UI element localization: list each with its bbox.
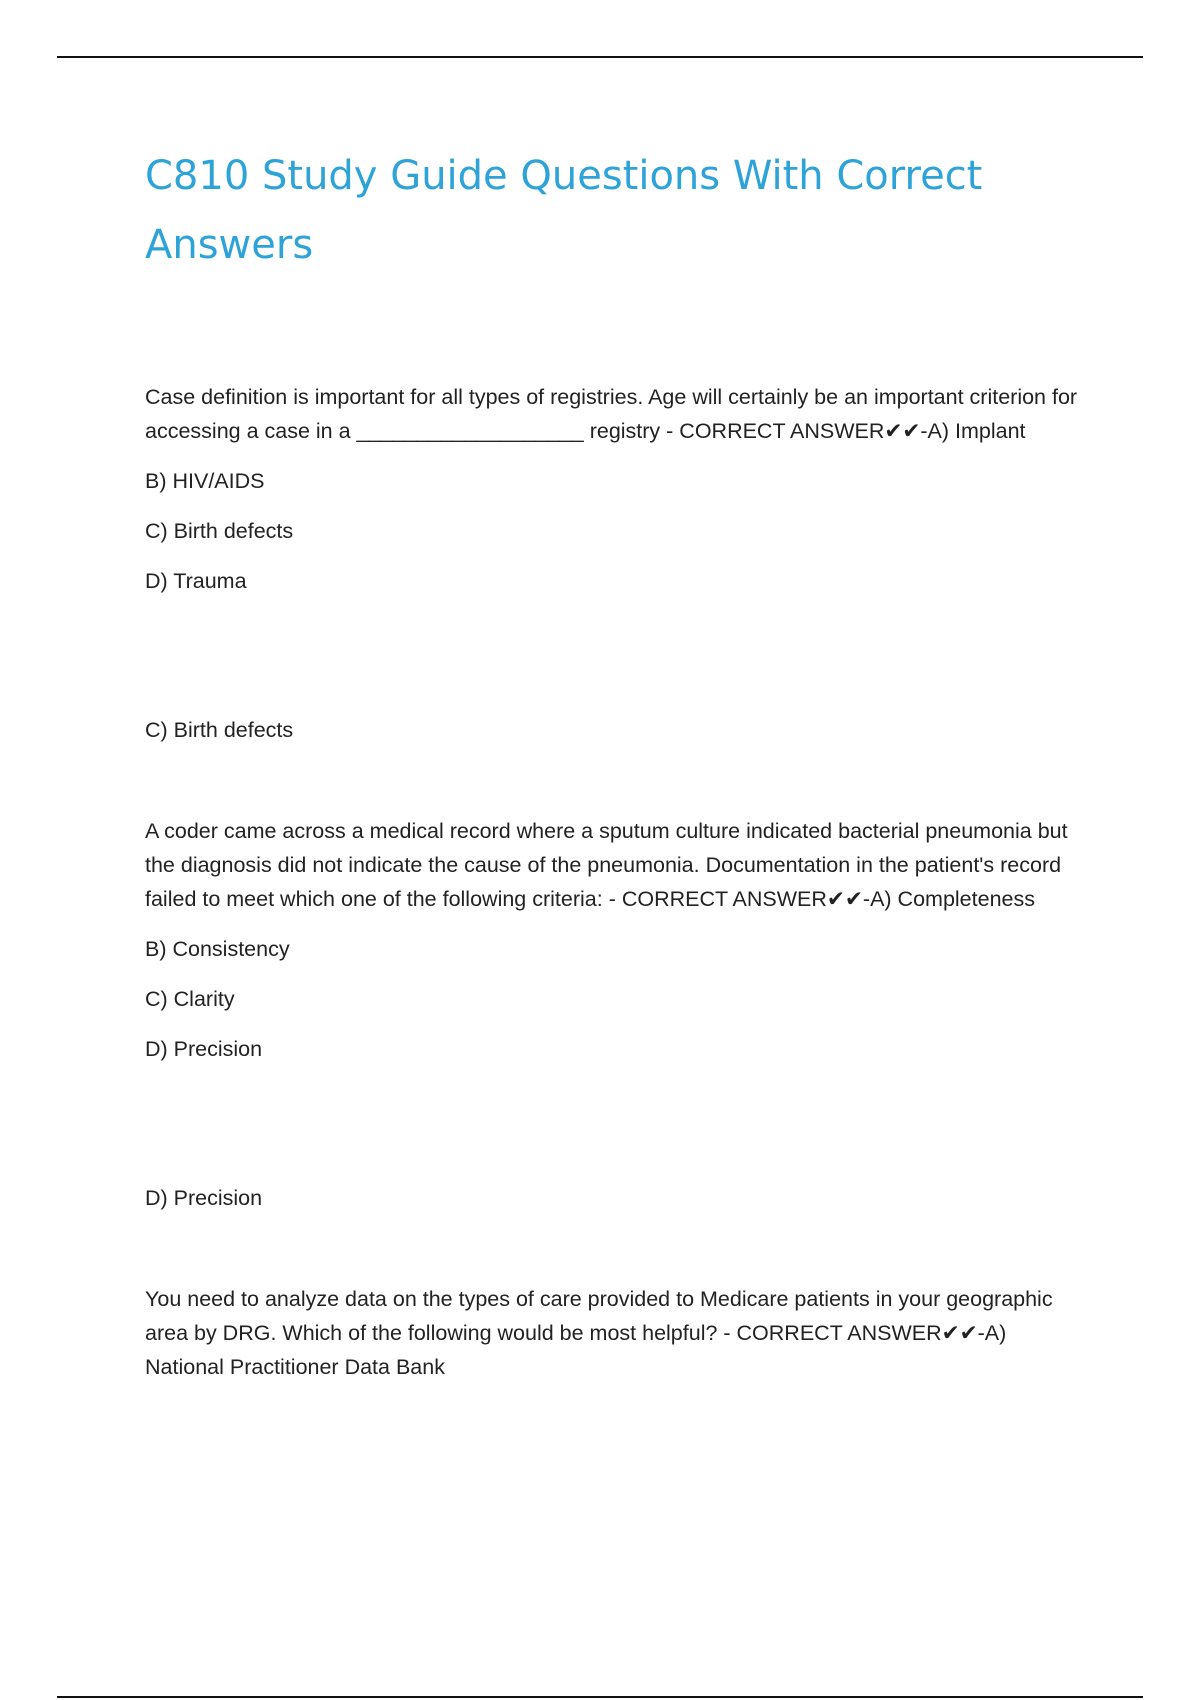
answer-option: D) Trauma <box>145 569 247 593</box>
document-title: C810 Study Guide Questions With Correct Answers <box>145 153 983 268</box>
question-text: Case definition is important for all types of registries. Age will certainly be an important criterion for accessing a case in a ___________________ registry - CORRECT ANSWER✔✔-A) Implant <box>145 385 1078 443</box>
question-block <box>145 814 1090 1215</box>
answer-option: C) Birth defects <box>145 519 294 543</box>
correct-answer: C) Birth defects <box>145 718 294 742</box>
question-block <box>145 380 1090 747</box>
answer-option: B) HIV/AIDS <box>145 469 265 493</box>
bottom-rule <box>57 1696 1143 1698</box>
top-rule <box>57 56 1143 58</box>
question-text: You need to analyze data on the types of care provided to Medicare patients in your geographic area by DRG. Which of the following would be most helpful? - CORRECT ANSWER✔✔-A) National Practitioner Data Bank <box>145 1287 1053 1379</box>
correct-answer: D) Precision <box>145 1186 263 1210</box>
question-block <box>145 1282 1090 1384</box>
question-text: A coder came across a medical record where a sputum culture indicated bacterial pneumonia but the diagnosis did not indicate the cause of the pneumonia. Documentation in the patient's record failed to meet which one of the following criteria: - CORRECT ANSWER✔✔-A) Completeness <box>145 819 1068 911</box>
answer-option: D) Precision <box>145 1037 263 1061</box>
answer-option: C) Clarity <box>145 987 235 1011</box>
answer-option: B) Consistency <box>145 937 290 961</box>
document-body <box>145 380 1090 1384</box>
